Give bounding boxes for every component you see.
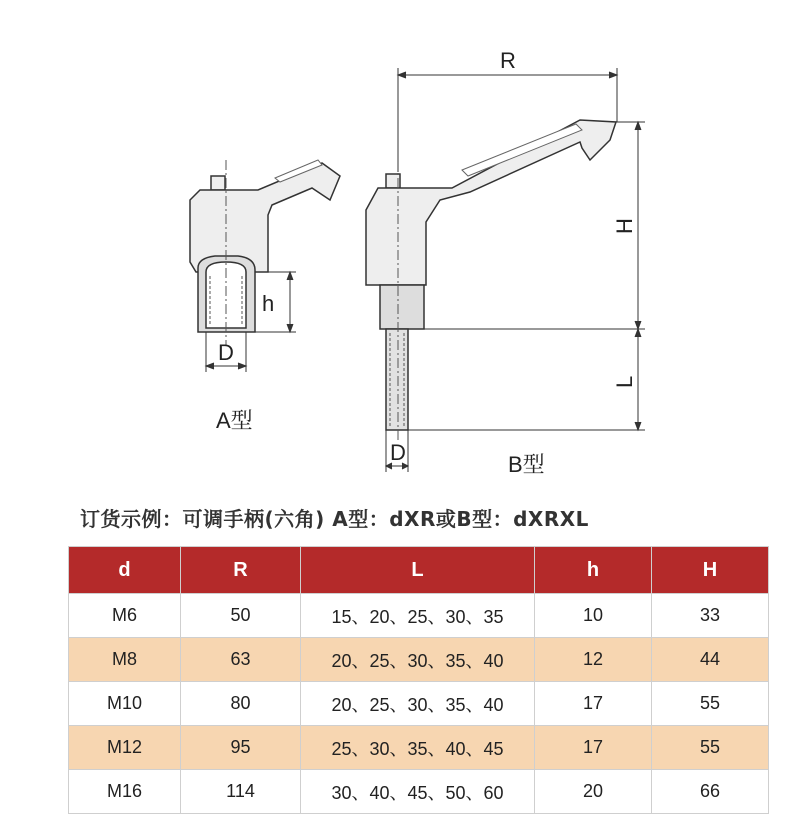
cell-l: 20、25、30、35、40 <box>301 638 535 682</box>
type-a-label: A型 <box>216 408 253 433</box>
cell-r: 50 <box>181 594 301 638</box>
dim-h-label: h <box>262 291 275 316</box>
cell-h-small: 10 <box>535 594 652 638</box>
cell-h-small: 17 <box>535 726 652 770</box>
table-row <box>69 726 769 770</box>
header-d: d <box>69 547 181 594</box>
dim-cap-h-label: H <box>612 218 637 234</box>
dim-l-label: L <box>612 375 637 388</box>
spec-table <box>68 546 769 814</box>
cell-r: 95 <box>181 726 301 770</box>
cell-d: M16 <box>69 770 181 814</box>
table-row <box>69 638 769 682</box>
dim-d-b-label: D <box>390 440 406 465</box>
cell-h-cap: 33 <box>652 594 769 638</box>
header-r: R <box>181 547 301 594</box>
type-b-label: B型 <box>508 452 545 477</box>
dim-d-a-label: D <box>218 340 234 365</box>
table-row <box>69 770 769 814</box>
cell-h-small: 17 <box>535 682 652 726</box>
cell-l: 30、40、45、50、60 <box>301 770 535 814</box>
header-h-cap: H <box>652 547 769 594</box>
cell-r: 63 <box>181 638 301 682</box>
cell-h-cap: 44 <box>652 638 769 682</box>
table-row <box>69 594 769 638</box>
cell-r: 114 <box>181 770 301 814</box>
cell-d: M10 <box>69 682 181 726</box>
cell-d: M6 <box>69 594 181 638</box>
cell-h-small: 20 <box>535 770 652 814</box>
header-h-small: h <box>535 547 652 594</box>
dim-r-label: R <box>500 48 516 73</box>
table-row <box>69 682 769 726</box>
cell-r: 80 <box>181 682 301 726</box>
cell-h-cap: 55 <box>652 682 769 726</box>
order-example: 订货示例：可调手柄(六角) A型：dXR或B型：dXRXL <box>80 507 589 531</box>
table-header-row <box>69 547 769 594</box>
cell-l: 15、20、25、30、35 <box>301 594 535 638</box>
cell-d: M12 <box>69 726 181 770</box>
cell-h-cap: 55 <box>652 726 769 770</box>
cell-h-small: 12 <box>535 638 652 682</box>
header-l: L <box>301 547 535 594</box>
cell-d: M8 <box>69 638 181 682</box>
type-b-dim-l <box>408 329 645 430</box>
cell-h-cap: 66 <box>652 770 769 814</box>
cell-l: 20、25、30、35、40 <box>301 682 535 726</box>
cell-l: 25、30、35、40、45 <box>301 726 535 770</box>
